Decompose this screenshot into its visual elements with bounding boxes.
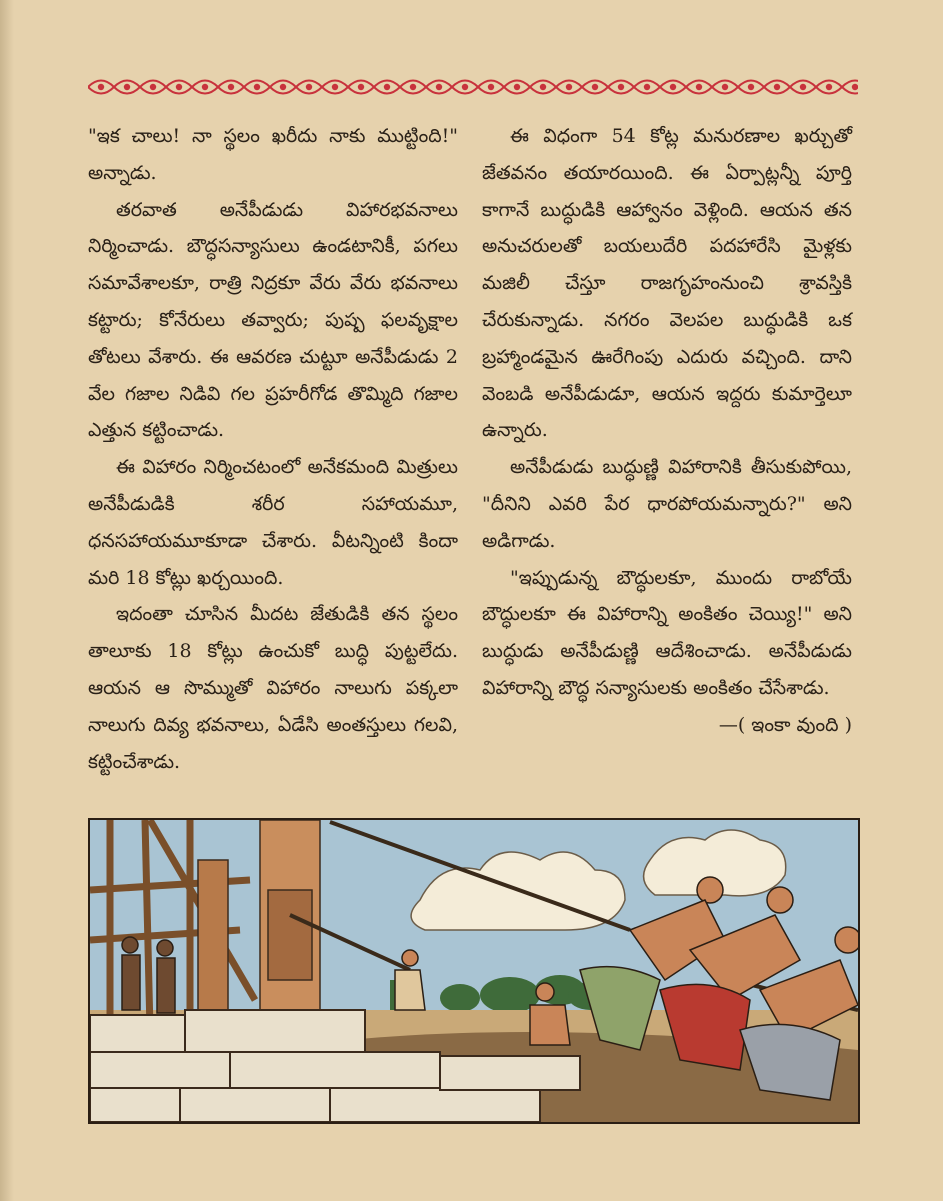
paragraph: అనేపీడుడు బుద్ధుణ్ణి విహారానికి తీసుకుపోయి, "దీనిని ఎవరి పేర ధారపోయమన్నారు?" అని అడిగాడు. [482,456,852,552]
paragraph: ఈ విధంగా 54 కోట్ల మనురణాల ఖర్చుతో జేతవనం తయారయింది. ఈ ఏర్పాట్లన్నీ పూర్తి కాగానే బుద్ధుడికి ఆహ్వానం వెళ్లింది. ఆయన తన అనుచరులతో బయలుదేరి పదహారేసి మైళ్లకు మజిలీ చేస్తూ రాజగృహంనుంచి శ్రావస్తికి చేరుకున్నాడు. నగరం వెలపల బుద్ధుడికి ఒక బ్రహ్మాండమైన ఊరేగింపు ఎదురు వచ్చింది. దాని వెంబడి అనేపీడుడూ, ఆయన ఇద్దరు కుమార్తెలూ ఉన్నారు. [482,125,852,442]
border-ornament [582,81,608,94]
right-column [482,118,852,744]
border-ornament [270,81,296,94]
border-ornament [192,81,218,94]
border-ornament [452,81,478,94]
border-ornament [790,81,816,94]
left-column [88,118,458,780]
border-ornament [166,81,192,94]
paragraph: "ఇప్పుడున్న బౌద్ధులకూ, ముందు రాబోయే బౌద్ధులకూ ఈ విహారాన్ని అంకితం చెయ్యి!" అని బుద్ధుడు అనేపీడుణ్ణి ఆదేశించాడు. అనేపీడుడు విహారాన్ని బౌద్ధ సన్యాసులకు అంకితం చేసేశాడు. [482,566,852,699]
border-ornament [738,81,764,94]
paragraph: ఈ విహారం నిర్మించటంలో అనేకమంది మిత్రులు అనేపీడుడికి శరీర సహాయమూ, ధనసహాయమూకూడా చేశారు. వీటన్నింటి కిందా మరి 18 కోట్లు ఖర్చయింది. [88,456,458,589]
border-ornament [322,81,348,94]
border-ornament [556,81,582,94]
border-ornament [374,81,400,94]
border-ornament [244,81,270,94]
border-ornament [530,81,556,94]
border-ornament [504,81,530,94]
border-ornament [140,81,166,94]
border-ornament [478,81,504,94]
paragraph: ఇదంతా చూసిన మీదట జేతుడికి తన స్థలం తాలూకు 18 కోట్లు ఉంచుకో బుద్ధి పుట్టలేదు. ఆయన ఆ సొమ్ముతో విహారం నాలుగు పక్కలా నాలుగు దివ్య భవనాలు, ఏడేసి అంతస్తులు గలవి, కట్టించేశాడు. [88,603,458,773]
illustration [88,818,860,1124]
border-ornament [686,81,712,94]
border-ornament [348,81,374,94]
decorative-border [88,72,858,102]
border-ornament [634,81,660,94]
border-ornament [296,81,322,94]
border-ornament [608,81,634,94]
border-ornament [842,81,858,94]
continued-note: —( ఇంకా వుంది ) [718,713,852,736]
border-ornament [88,81,114,94]
page-edge [0,0,14,1201]
border-ornament [218,81,244,94]
border-ornament [712,81,738,94]
paragraph: "ఇక చాలు! నా స్థలం ఖరీదు నాకు ముట్టింది!" అన్నాడు. [88,125,458,184]
border-ornament [426,81,452,94]
border-ornament [764,81,790,94]
border-ornament [400,81,426,94]
border-ornament [660,81,686,94]
border-ornament [816,81,842,94]
border-ornament [114,81,140,94]
paragraph: తరవాత అనేపీడుడు విహారభవనాలు నిర్మించాడు. బౌద్ధసన్యాసులు ఉండటానికీ, పగలు సమావేశాలకూ, రాత్రి నిద్రకూ వేరు వేరు భవనాలు కట్టారు; కోనేరులు తవ్వారు; పుష్ప ఫలవృక్షాల తోటలు వేశారు. ఈ ఆవరణ చుట్టూ అనేపీడుడు 2 వేల గజాల నిడివి గల ప్రహరీగోడ తొమ్మిది గజాల ఎత్తున కట్టించాడు. [88,198,458,442]
